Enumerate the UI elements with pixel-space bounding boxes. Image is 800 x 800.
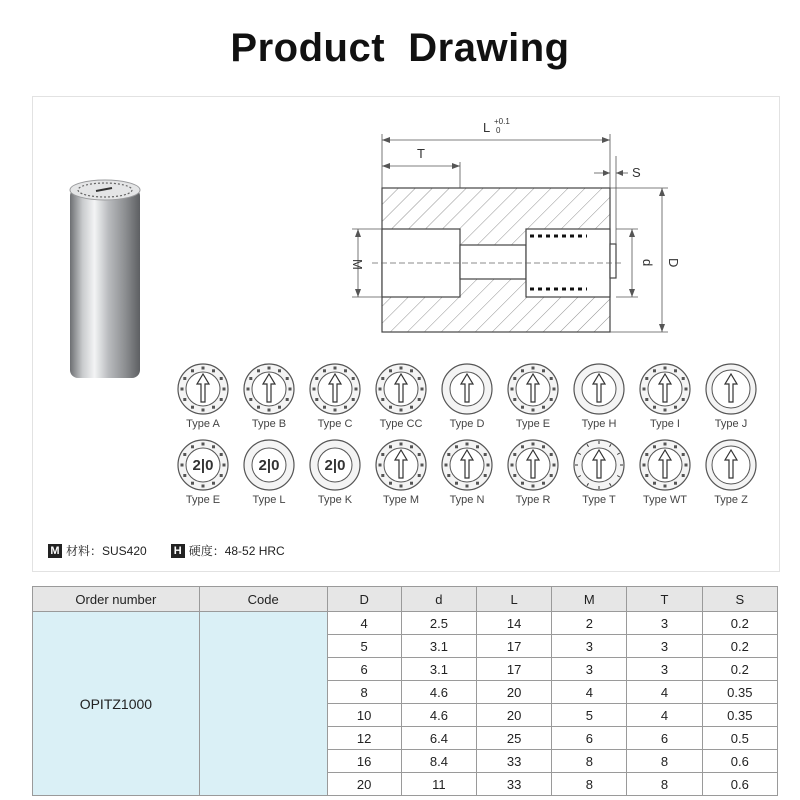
col-header-M: M	[552, 587, 627, 612]
dim-D-label: D	[666, 258, 681, 268]
date-dial-icon	[638, 438, 692, 492]
type-item	[170, 362, 236, 430]
dim-d-label: d	[640, 259, 655, 267]
table-cell: 6	[627, 727, 702, 750]
spec-table	[32, 586, 778, 796]
table-cell: 8.4	[401, 750, 476, 773]
table-cell: 17	[477, 658, 552, 681]
date-dial-icon	[176, 362, 230, 416]
date-dial-icon	[638, 362, 692, 416]
table-cell: 8	[627, 773, 702, 796]
dim-L-tol-lower: 0	[496, 126, 501, 135]
table-cell: 3	[552, 658, 627, 681]
svg-text:2|0: 2|0	[324, 457, 346, 474]
date-dial-icon	[506, 362, 560, 416]
table-cell: 0.6	[702, 750, 777, 773]
type-label: Type R	[515, 494, 551, 506]
type-label: Type WT	[642, 494, 687, 506]
type-label: Type M	[382, 494, 420, 506]
table-cell: 3	[552, 635, 627, 658]
table-cell: 4	[627, 681, 702, 704]
date-dial-icon	[440, 438, 494, 492]
table-cell: 3	[627, 658, 702, 681]
table-cell: 10	[327, 704, 401, 727]
table-cell: 3	[627, 635, 702, 658]
col-header-S: S	[702, 587, 777, 612]
spec-table-wrapper	[32, 586, 778, 796]
table-cell: 3.1	[401, 658, 476, 681]
table-cell: 3	[627, 612, 702, 635]
table-cell: 6.4	[401, 727, 476, 750]
type-label: Type E	[515, 418, 551, 430]
type-label: Type L	[252, 494, 286, 506]
hardness-badge: H	[171, 544, 185, 558]
page-title: Product Drawing	[230, 26, 570, 70]
type-label: Type B	[251, 418, 287, 430]
order-number-cell: OPITZ1000	[33, 612, 200, 796]
type-label: Type H	[581, 418, 617, 430]
type-label: Type I	[650, 418, 680, 430]
type-label: Type E	[185, 494, 221, 506]
date-dial-icon	[242, 438, 296, 492]
col-header-order-number: Order number	[33, 587, 200, 612]
table-cell: 0.2	[702, 635, 777, 658]
type-item	[236, 362, 302, 430]
date-dial-icon	[572, 362, 626, 416]
type-item	[566, 438, 632, 506]
date-dial-icon	[440, 362, 494, 416]
col-header-code: Code	[199, 587, 327, 612]
type-item	[302, 362, 368, 430]
date-dial-icon	[506, 438, 560, 492]
table-cell: 6	[327, 658, 401, 681]
type-item	[434, 362, 500, 430]
table-cell: 0.35	[702, 704, 777, 727]
date-dial-icon	[308, 362, 362, 416]
type-item	[500, 438, 566, 506]
dim-L-label: L	[483, 120, 491, 135]
table-cell: 4.6	[401, 704, 476, 727]
table-cell: 4	[552, 681, 627, 704]
type-item	[368, 362, 434, 430]
table-cell: 25	[477, 727, 552, 750]
type-item	[698, 362, 764, 430]
col-header-D: D	[327, 587, 401, 612]
type-label: Type D	[449, 418, 485, 430]
type-item	[566, 362, 632, 430]
type-label: Type Z	[714, 494, 748, 506]
table-cell: 20	[477, 704, 552, 727]
type-item	[170, 438, 236, 506]
table-cell: 8	[627, 750, 702, 773]
table-cell: 3.1	[401, 635, 476, 658]
type-label: Type A	[186, 418, 220, 430]
date-dial-icon	[176, 438, 230, 492]
type-label: Type K	[317, 494, 353, 506]
date-dial-icon	[242, 362, 296, 416]
material-badge: M	[48, 544, 62, 558]
code-cell	[199, 612, 327, 796]
table-cell: 0.6	[702, 773, 777, 796]
svg-text:2|0: 2|0	[192, 457, 214, 474]
table-cell: 20	[327, 773, 401, 796]
table-cell: 6	[552, 727, 627, 750]
col-header-d: d	[401, 587, 476, 612]
type-label: Type J	[714, 418, 748, 430]
date-dial-icon	[704, 362, 758, 416]
type-item	[632, 362, 698, 430]
date-dial-icon	[704, 438, 758, 492]
table-cell: 16	[327, 750, 401, 773]
table-cell: 2	[552, 612, 627, 635]
table-header-row	[33, 587, 778, 612]
table-cell: 8	[327, 681, 401, 704]
table-cell: 33	[477, 750, 552, 773]
table-cell: 17	[477, 635, 552, 658]
type-item	[632, 438, 698, 506]
table-cell: 4	[627, 704, 702, 727]
table-cell: 12	[327, 727, 401, 750]
date-dial-icon	[572, 438, 626, 492]
date-dial-icon	[374, 438, 428, 492]
type-label: Type C	[317, 418, 353, 430]
table-cell: 5	[327, 635, 401, 658]
date-dial-icon	[308, 438, 362, 492]
table-cell: 0.5	[702, 727, 777, 750]
type-label: Type CC	[379, 418, 423, 430]
table-cell: 11	[401, 773, 476, 796]
table-cell: 4.6	[401, 681, 476, 704]
dim-L-tol-upper: +0.1	[494, 117, 510, 126]
svg-text:2|0: 2|0	[258, 457, 280, 474]
table-cell: 0.35	[702, 681, 777, 704]
spec-line	[48, 542, 285, 559]
type-item	[368, 438, 434, 506]
table-cell: 8	[552, 773, 627, 796]
table-cell: 2.5	[401, 612, 476, 635]
dim-M-label: M	[350, 259, 365, 270]
type-label: Type N	[449, 494, 485, 506]
type-item	[236, 438, 302, 506]
type-item	[302, 438, 368, 506]
table-cell: 20	[477, 681, 552, 704]
type-item	[698, 438, 764, 506]
type-item	[434, 438, 500, 506]
type-item	[500, 362, 566, 430]
col-header-T: T	[627, 587, 702, 612]
table-cell: 0.2	[702, 612, 777, 635]
table-cell: 14	[477, 612, 552, 635]
table-cell: 33	[477, 773, 552, 796]
material-text: 材料：SUS420	[66, 544, 147, 558]
table-cell: 4	[327, 612, 401, 635]
table-cell: 0.2	[702, 658, 777, 681]
col-header-L: L	[477, 587, 552, 612]
type-label: Type T	[582, 494, 616, 506]
table-cell: 8	[552, 750, 627, 773]
type-grid	[170, 362, 770, 522]
date-dial-icon	[374, 362, 428, 416]
dim-T-label: T	[417, 146, 425, 161]
table-cell: 5	[552, 704, 627, 727]
hardness-text: 硬度：48-52 HRC	[188, 544, 285, 558]
dim-S-label: S	[632, 165, 641, 180]
technical-drawing	[32, 96, 778, 356]
table-row	[33, 612, 778, 635]
